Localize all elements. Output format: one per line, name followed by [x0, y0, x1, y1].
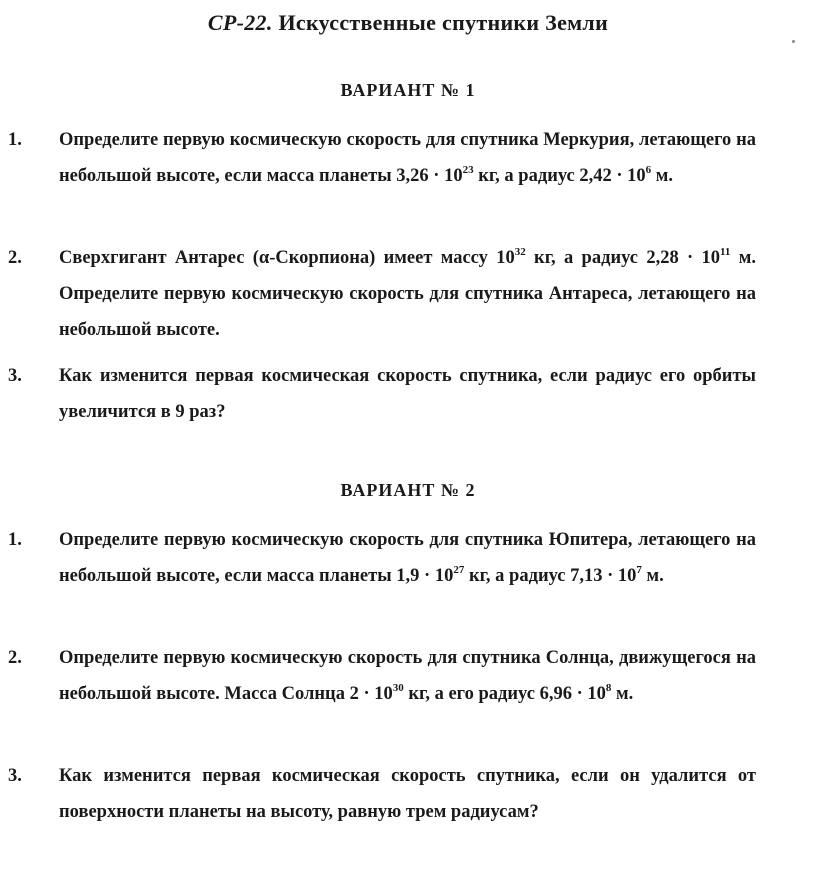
scan-speck	[792, 40, 795, 43]
page-title	[0, 10, 816, 36]
variant-2-task-3	[8, 758, 756, 830]
variant-2-task-2	[8, 640, 756, 712]
variant-1-heading: ВАРИАНТ № 1	[340, 80, 476, 100]
task-number: 3.	[8, 366, 22, 386]
task-text: Сверхгигант Антарес (α-Скорпиона) имеет массу $10^{32}$ кг, а радиус $2,28 \cdot 10^{11}$ м. Определите первую космическую скорость для спутника Антареса, летающего на небольшой высоте.	[59, 246, 756, 340]
variant-1-task-3	[8, 358, 756, 430]
variant-1-task-2	[8, 240, 756, 348]
task-text: Как изменится первая космическая скорость спутника, если радиус его орбиты увеличится в 9 раз?	[59, 366, 756, 422]
variant-1-task-1	[8, 122, 756, 194]
variant-2-task-1	[8, 522, 756, 594]
task-text: Определите первую космическую скорость для спутника Солнца, движущегося на небольшой высоте. Масса Солнца $2 \cdot 10^{30}$ кг, а его радиус $6,96 \cdot 10^8$ м.	[59, 648, 756, 704]
task-number: 2.	[8, 648, 22, 668]
task-number: 1.	[8, 130, 22, 150]
task-number: 3.	[8, 766, 22, 786]
worksheet-title: Искусственные спутники Земли	[278, 10, 609, 35]
task-text: Определите первую космическую скорость для спутника Меркурия, летающего на небольшой высоте, если масса планеты $3,26 \cdot 10^{23}$ кг, а радиус $2,42 \cdot 10^6$ м.	[59, 130, 756, 186]
task-number: 1.	[8, 530, 22, 550]
worksheet-code: СР-22.	[207, 10, 273, 35]
task-text: Определите первую космическую скорость для спутника Юпитера, летающего на небольшой высоте, если масса планеты $1,9 \cdot 10^{27}$ кг, а радиус $7,13 \cdot 10^7$ м.	[59, 530, 756, 586]
variant-2-heading: ВАРИАНТ № 2	[340, 480, 476, 500]
task-text: Как изменится первая космическая скорость спутника, если он удалится от поверхности планеты на высоту, равную трем радиусам?	[59, 766, 756, 822]
task-number: 2.	[8, 248, 22, 268]
